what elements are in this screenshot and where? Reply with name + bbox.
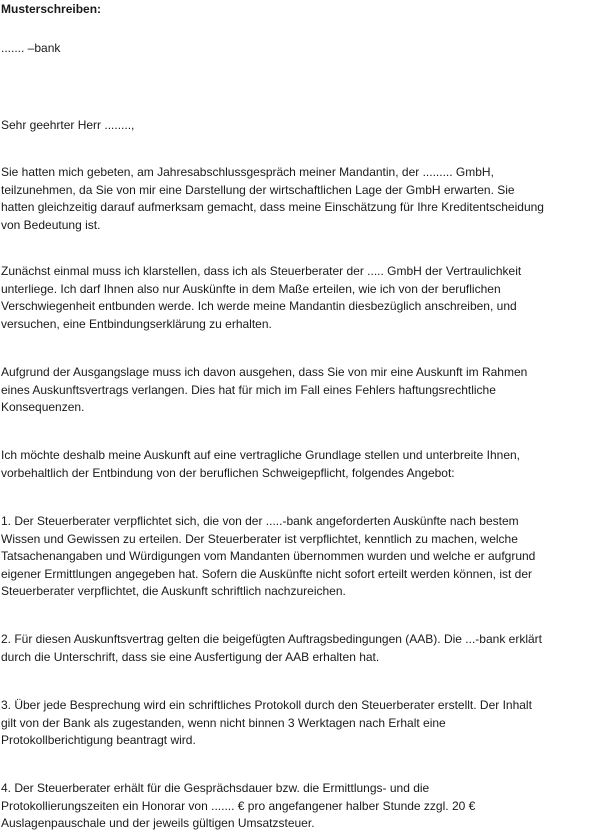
paragraph-line: vorbehaltlich der Entbindung von der beruflichen Schweigepflicht, folgendes Angebot: bbox=[1, 465, 455, 480]
paragraph-line: 2. Für diesen Auskunftsvertrag gelten die beigefügten Auftragsbedingungen (AAB). Die ...-bank erklärt bbox=[1, 632, 542, 646]
paragraph-line: Auslagenpauschale und der jeweils gültigen Umsatzsteuer. bbox=[1, 816, 315, 830]
recipient-block bbox=[1, 40, 593, 58]
salutation-block bbox=[1, 117, 593, 135]
paragraph-line: Tatsachenangaben und Würdigungen vom Mandanten übernommen wurden und welche er aufgrund bbox=[1, 549, 536, 563]
paragraph-offer-2 bbox=[1, 631, 593, 666]
paragraph-line: Steuerberater verpflichtet, die Auskunft schriftlich nachzureichen. bbox=[1, 584, 346, 598]
document-heading: Musterschreiben: bbox=[1, 2, 102, 16]
paragraph-3 bbox=[1, 364, 593, 417]
paragraph-1 bbox=[1, 164, 593, 234]
paragraph-line: von Bedeutung ist. bbox=[1, 217, 101, 232]
paragraph-line: Ich möchte deshalb meine Auskunft auf eine vertragliche Grundlage stellen und unterbreite Ihnen, bbox=[1, 448, 520, 462]
paragraph-line: teilzunehmen, da Sie von mir eine Darstellung der wirtschaftlichen Lage der GmbH erwarten. Sie bbox=[1, 182, 515, 197]
paragraph-line: Aufgrund der Ausgangslage muss ich davon ausgehen, dass Sie von mir eine Auskunft im Rahmen bbox=[1, 365, 528, 379]
paragraph-line: 3. Über jede Besprechung wird ein schriftliches Protokoll durch den Steuerberater erstellt. Der Inhalt bbox=[1, 698, 532, 712]
paragraph-line: Sie hatten mich gebeten, am Jahresabschlussgespräch meiner Mandantin, der ......... GmbH, bbox=[1, 165, 494, 179]
paragraph-offer-1 bbox=[1, 513, 593, 601]
paragraph-offer-4 bbox=[1, 780, 593, 833]
paragraph-4 bbox=[1, 447, 593, 482]
paragraph-line: hatten gleichzeitig darauf aufmerksam gemacht, dass meine Einschätzung für Ihre Kreditentscheidung bbox=[1, 200, 544, 214]
paragraph-2 bbox=[1, 263, 593, 333]
paragraph-line: gilt von der Bank als zugestanden, wenn nicht binnen 3 Werktagen nach Erhalt eine bbox=[1, 715, 446, 730]
paragraph-line: Zunächst einmal muss ich klarstellen, dass ich als Steuerberater der ..... GmbH der Vertraulichkeit bbox=[1, 264, 522, 278]
paragraph-line: versuchen, eine Entbindungserklärung zu erhalten. bbox=[1, 316, 272, 331]
paragraph-line: Wissen und Gewissen zu erteilen. Der Steuerberater ist verpflichtet, kenntlich zu machen, welche bbox=[1, 531, 518, 546]
recipient-line: ....... –bank bbox=[1, 41, 61, 55]
paragraph-line: eines Auskunftsvertrags verlangen. Dies hat für mich im Fall eines Fehlers haftungsrechtliche bbox=[1, 382, 496, 397]
paragraph-line: 4. Der Steuerberater erhält für die Gesprächsdauer bzw. die Ermittlungs- und die bbox=[1, 781, 430, 795]
salutation-line: Sehr geehrter Herr ........, bbox=[1, 118, 135, 132]
paragraph-offer-3 bbox=[1, 697, 593, 750]
paragraph-line: Konsequenzen. bbox=[1, 400, 85, 414]
paragraph-line: durch die Unterschrift, dass sie eine Ausfertigung der AAB erhalten hat. bbox=[1, 649, 380, 664]
paragraph-line: Protokollierungszeiten ein Honorar von ....... € pro angefangener halber Stunde zzgl. 20 € bbox=[1, 798, 476, 813]
document-title bbox=[1, 1, 593, 19]
paragraph-line: Verschwiegenheit entbunden werde. Ich werde meine Mandantin diesbezüglich anschreiben, und bbox=[1, 299, 517, 313]
paragraph-line: unterliege. Ich darf Ihnen also nur Auskünfte in dem Maße erteilen, wie ich von der beruflichen bbox=[1, 281, 501, 296]
paragraph-line: Protokollberichtigung beantragt wird. bbox=[1, 733, 196, 747]
paragraph-line: 1. Der Steuerberater verpflichtet sich, die von der .....-bank angeforderten Auskünfte nach bestem bbox=[1, 514, 519, 528]
paragraph-line: eigener Ermittlungen angegeben hat. Sofern die Auskünfte nicht sofort erteilt werden können, ist der bbox=[1, 566, 532, 581]
